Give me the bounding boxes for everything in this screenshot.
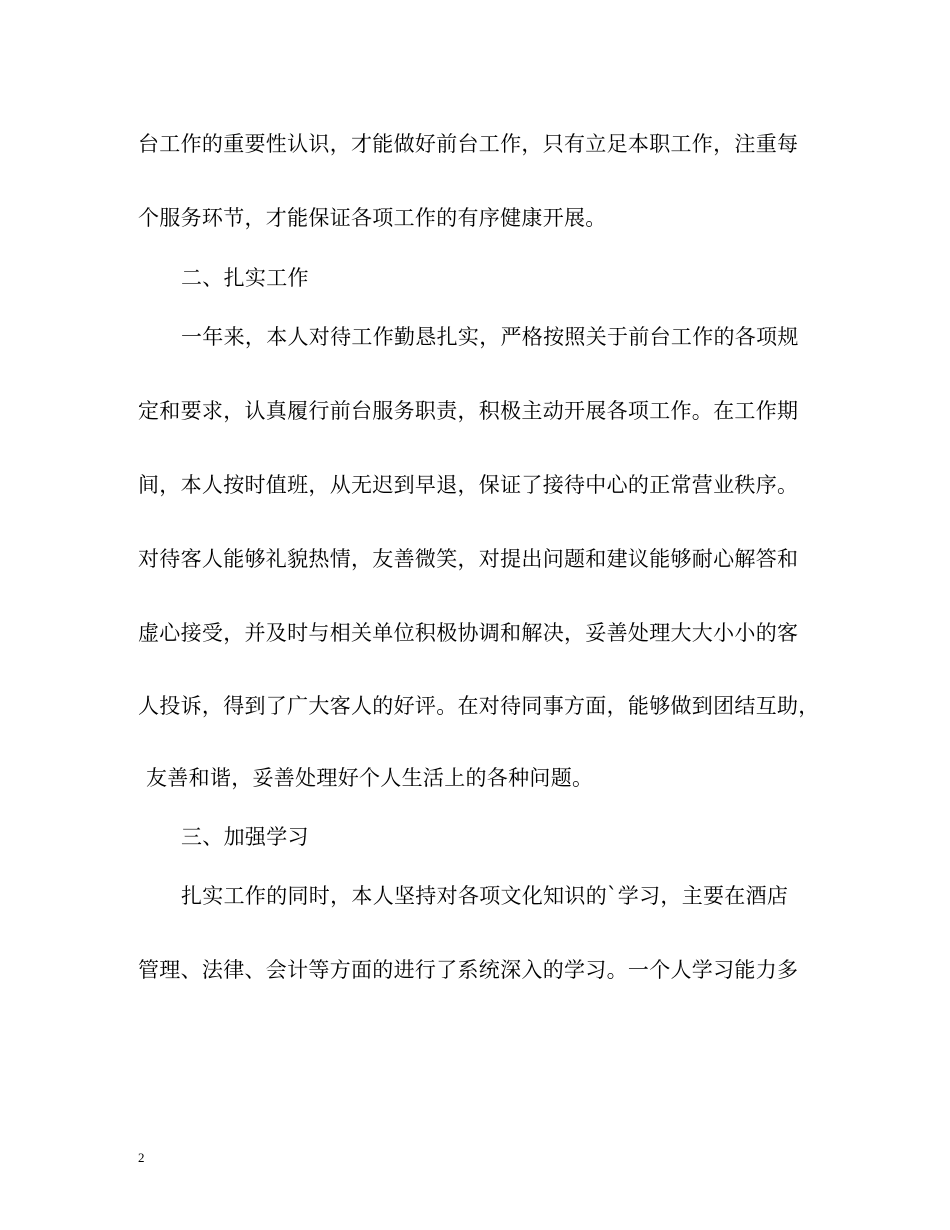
body-text-line: 扎实工作的同时，本人坚持对各项文化知识的`学习，主要在酒店 <box>181 884 789 908</box>
body-text-line: 对待客人能够礼貌热情，友善微笑，对提出问题和建议能够耐心解答和 <box>138 547 799 571</box>
body-text-line: 管理、法律、会计等方面的进行了系统深入的学习。一个人学习能力多 <box>138 958 799 982</box>
body-text-line: 人投诉，得到了广大客人的好评。在对待同事方面，能够做到团结互助， <box>138 694 820 718</box>
section-heading: 三、加强学习 <box>181 825 309 849</box>
page-number: 2 <box>138 1150 145 1165</box>
body-text-line: 个服务环节，才能保证各项工作的有序健康开展。 <box>138 206 607 230</box>
body-text-line: 定和要求，认真履行前台服务职责，积极主动开展各项工作。在工作期 <box>138 399 799 423</box>
body-text-line: 虚心接受，并及时与相关单位积极协调和解决，妥善处理大大小小的客 <box>138 621 799 645</box>
body-text-line: 一年来，本人对待工作勤恳扎实，严格按照关于前台工作的各项规 <box>181 325 799 349</box>
body-text-line: 友善和谐，妥善处理好个人生活上的各种问题。 <box>146 766 594 790</box>
body-text-line: 台工作的重要性认识，才能做好前台工作，只有立足本职工作，注重每 <box>138 132 799 156</box>
body-text-line: 间，本人按时值班，从无迟到早退，保证了接待中心的正常营业秩序。 <box>138 473 799 497</box>
section-heading: 二、扎实工作 <box>181 266 309 290</box>
